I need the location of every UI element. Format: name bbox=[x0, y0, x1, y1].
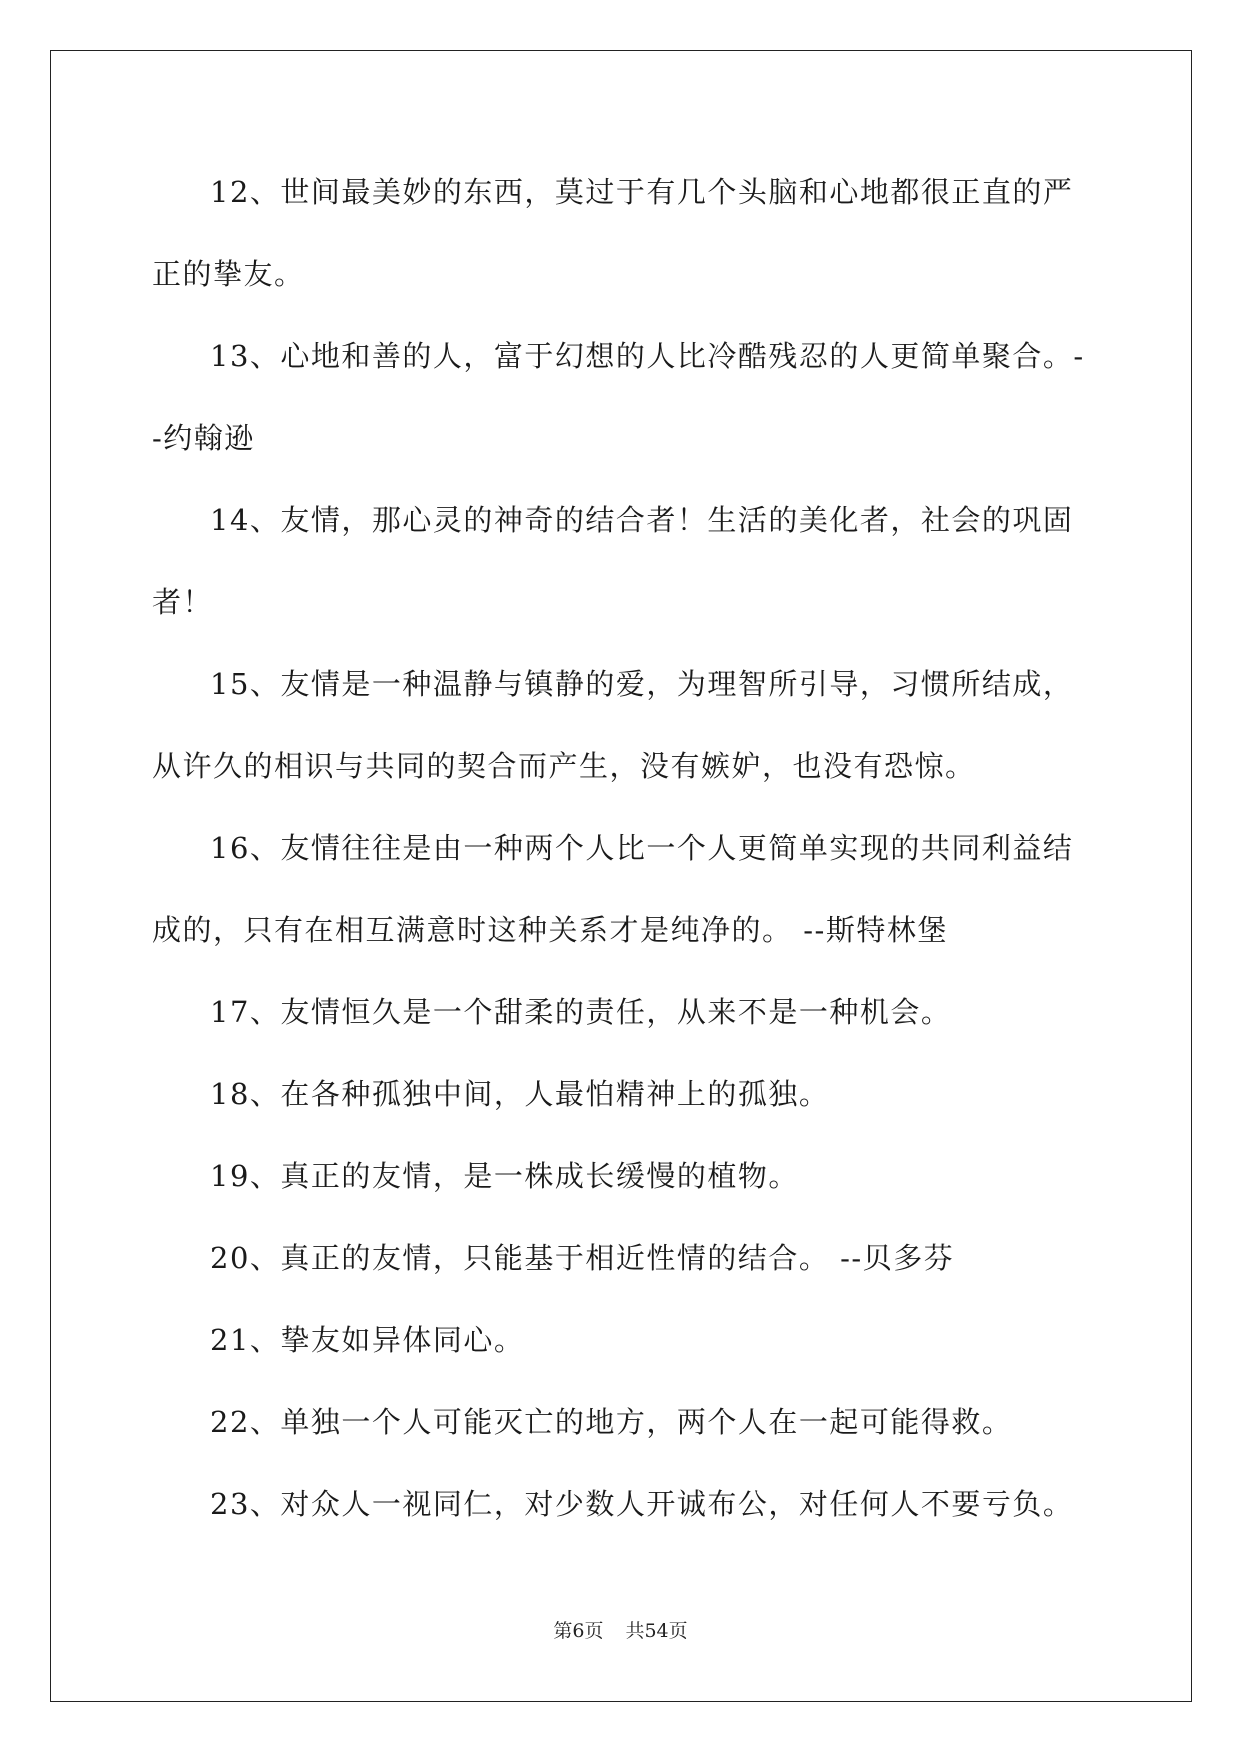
page-total: 共54页 bbox=[625, 1620, 688, 1642]
paragraph-23: 23、对众人一视同仁，对少数人开诚布公，对任何人不要亏负。 bbox=[210, 1487, 1074, 1521]
paragraph-16: 16、友情往往是由一种两个人比一个人更简单实现的共同利益结成的，只有在相互满意时这种关系才是纯净的。 --斯特林堡 bbox=[152, 831, 1074, 947]
paragraph-13: 13、心地和善的人，富于幻想的人比冷酷残忍的人更简单聚合。--约翰逊 bbox=[152, 339, 1085, 455]
paragraph-15: 15、友情是一种温静与镇静的爱，为理智所引导，习惯所结成，从许久的相识与共同的契合而产生，没有嫉妒，也没有恐惊。 bbox=[152, 667, 1074, 783]
paragraph-21: 21、挚友如异体同心。 bbox=[210, 1323, 525, 1357]
paragraph-22: 22、单独一个人可能灭亡的地方，两个人在一起可能得救。 bbox=[210, 1405, 1013, 1439]
paragraph-17: 17、友情恒久是一个甜柔的责任，从来不是一种机会。 bbox=[210, 995, 952, 1029]
paragraph-18: 18、在各种孤独中间，人最怕精神上的孤独。 bbox=[210, 1077, 830, 1111]
paragraph-20: 20、真正的友情，只能基于相近性情的结合。 --贝多芬 bbox=[210, 1241, 955, 1275]
paragraph-19: 19、真正的友情，是一株成长缓慢的植物。 bbox=[210, 1159, 799, 1193]
document-body bbox=[152, 151, 1092, 1545]
page-number: 第6页 bbox=[553, 1620, 604, 1642]
paragraph-12: 12、世间最美妙的东西，莫过于有几个头脑和心地都很正直的严正的挚友。 bbox=[152, 175, 1074, 291]
paragraph-14: 14、友情，那心灵的神奇的结合者！生活的美化者，社会的巩固者！ bbox=[152, 503, 1074, 619]
page-footer bbox=[0, 1616, 1241, 1643]
